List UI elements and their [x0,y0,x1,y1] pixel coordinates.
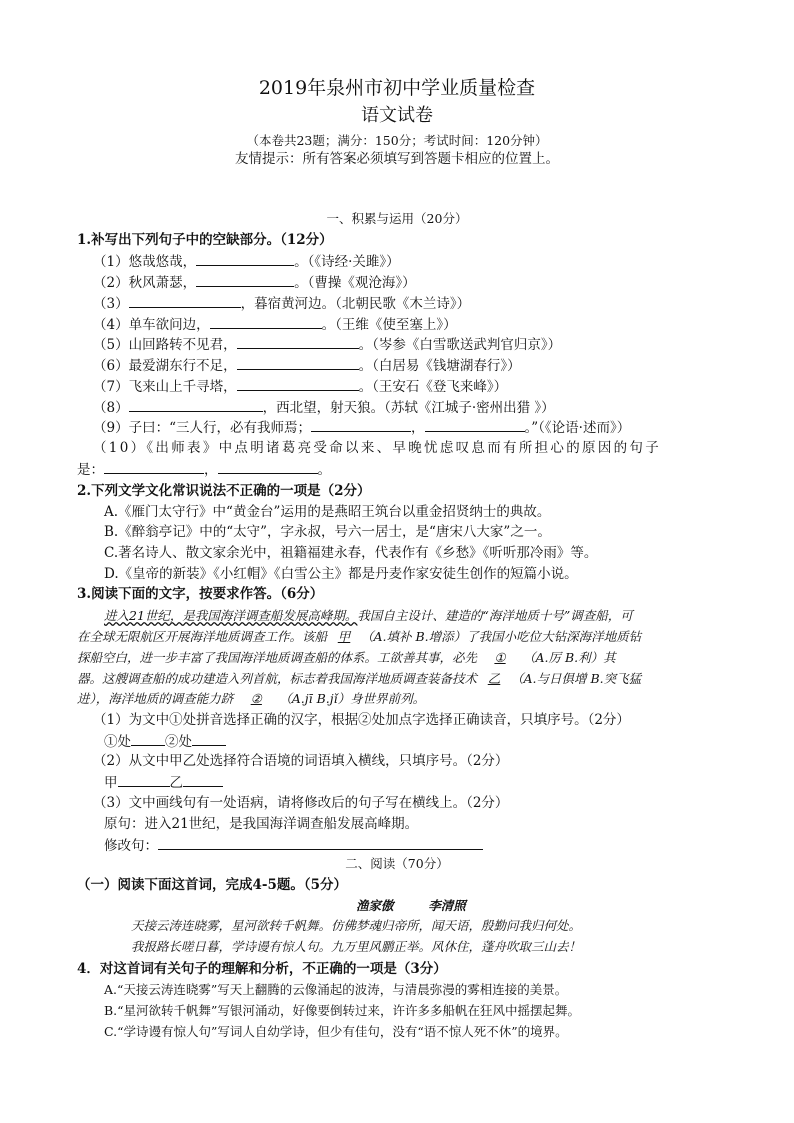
q1-item-4: （4）单车欲问边， 。（王维《使至塞上》） [93,314,457,335]
q3-sub1: （1）为文中①处拼音选择正确的汉字，根据②处加点字选择正确读音，只填序号。（2分） [93,712,630,728]
poem-title: 渔家傲 [356,898,394,913]
q3-sub2: （2）从文中甲乙处选择符合语境的词语填入横线，只填序号。（2分） [93,753,509,769]
q3-sub3: （3）文中画线句有一处语病，请将修改后的句子写在横线上。（2分） [93,795,509,811]
q3-passage-line3: 探船空白，进一步丰富了我国海洋地质调查船的体系。工欲善其事，必先 ① （A.厉 B.利）其 [77,650,616,665]
q2-option-a: A.《雁门太守行》中“黄金台”运用的是燕昭王筑台以重金招贤纳士的典故。 [104,504,551,520]
q4-stem: 4．对这首词有关句子的理解和分析，不正确的一项是（3分） [77,961,447,977]
q2-option-d: D.《皇帝的新装》《小红帽》《白雪公主》都是丹麦作家安徒生创作的短篇小说。 [104,566,578,582]
q1-item-1: （1）悠哉悠哉， 。（《诗经·关雎》） [93,251,400,272]
exam-info: （本卷共23题；满分：150分；考试时间：120分钟） [246,133,548,148]
q1-item-9: （9）子曰：“三人行，必有我师焉； ， 。”（《论语·述而》） [93,417,630,438]
q3-passage-line1: 进入21世纪，是我国海洋调查船发展高峰期。我国自主设计、建造的“海洋地质十号”调查船，可 [104,608,633,623]
exam-title: 2019年泉州市初中学业质量检查 [258,77,536,99]
exam-subtitle: 语文试卷 [361,105,433,126]
q3-revised-sentence: 修改句： [104,835,483,856]
q3-original-sentence: 原句：进入21世纪，是我国海洋调查船发展高峰期。 [104,816,419,832]
q3-underlined-sentence: 进入21世纪，是我国海洋调查船发展高峰期。 [104,608,358,623]
q3-passage-line5: 进），海洋地质的调查能力跻 ② （A.jī B.jǐ）身世界前列。 [77,691,426,706]
q1-item-2: （2）秋风萧瑟， 。（曹操《观沧海》） [93,272,416,293]
q1-item-10-line1: （10）《出师表》中点明诸葛亮受命以来、早晚忧虑叹息而有所担心的原因的句子 [93,440,662,456]
q3-passage-line2: 在全球无限航区开展海洋地质调查工作。该船 甲 （A.填补 B.增添）了我国小吃位大钻深海洋地质钻 [77,629,642,644]
section2-part1-heading: （一）阅读下面这首词，完成4-5题。（5分） [77,877,348,893]
q3-stem: 3.阅读下面的文字，按要求作答。（6分） [77,586,324,602]
poem-title-line [356,896,466,916]
q4-option-a: A.“天接云涛连晓雾”写天上翻腾的云像涌起的波涛，与清晨弥漫的雾相连接的美景。 [104,982,568,997]
q1-item-8: （8） ，西北望，射天狼。（苏轼《江城子·密州出猎 》） [93,397,555,418]
q3-sub1-answer: ①处 ②处 [104,731,226,752]
q1-item-10-line2: 是： ， 。 [77,459,331,480]
q2-stem: 2.下列文学文化常识说法不正确的一项是（2分） [77,483,371,499]
poem-author: 李清照 [428,898,466,913]
q2-option-c: C.著名诗人、散文家余光中，祖籍福建永春，代表作有《乡愁》《听听那冷雨》等。 [104,545,598,561]
poem-line-1: 天接云涛连晓雾，星河欲转千帆舞。仿佛梦魂归帝所，闻天语，殷勤问我归何处。 [131,918,582,933]
section2-heading: 二、阅读（70分） [345,856,449,871]
poem-line-2: 我报路长嗟日暮，学诗谩有惊人句。九万里风鹏正举。风休住，蓬舟吹取三山去！ [131,939,582,954]
q1-item-6: （6）最爱湖东行不足， 。（白居易《钱塘湖春行》） [93,355,521,376]
q1-stem: 1.补写出下列句子中的空缺部分。（12分） [77,232,333,248]
q3-passage-line4: 器。这艘调查船的成功建造入列首航，标志着我国海洋地质调查装备技术 乙 （A.与日俱增 B.突飞猛 [77,671,642,686]
q1-item-7: （7）飞来山上千寻塔， 。（王安石《登飞来峰》） [93,376,507,397]
section1-heading: 一、积累与运用（20分） [326,211,468,226]
q1-item-3: （3） ，暮宿黄河边。（北朝民歌《木兰诗》） [93,293,470,314]
q4-option-c: C.“学诗谩有惊人句”写词人自幼学诗，但少有佳句，没有“语不惊人死不休”的境界。 [104,1024,568,1039]
q2-option-b: B.《醉翁亭记》中的“太守”，字永叔，号六一居士，是“唐宋八大家”之一。 [104,524,551,540]
friendly-tip: 友情提示：所有答案必须填写到答题卡相应的位置上。 [235,151,559,167]
q3-sub2-answer: 甲 乙 [104,772,223,793]
q1-item-5: （5）山回路转不见君， 。（岑参《白雪歌送武判官归京》） [93,334,561,355]
q4-option-b: B.“星河欲转千帆舞”写银河涌动，好像要倒转过来，许许多多船帆在狂风中摇摆起舞。 [104,1003,580,1018]
